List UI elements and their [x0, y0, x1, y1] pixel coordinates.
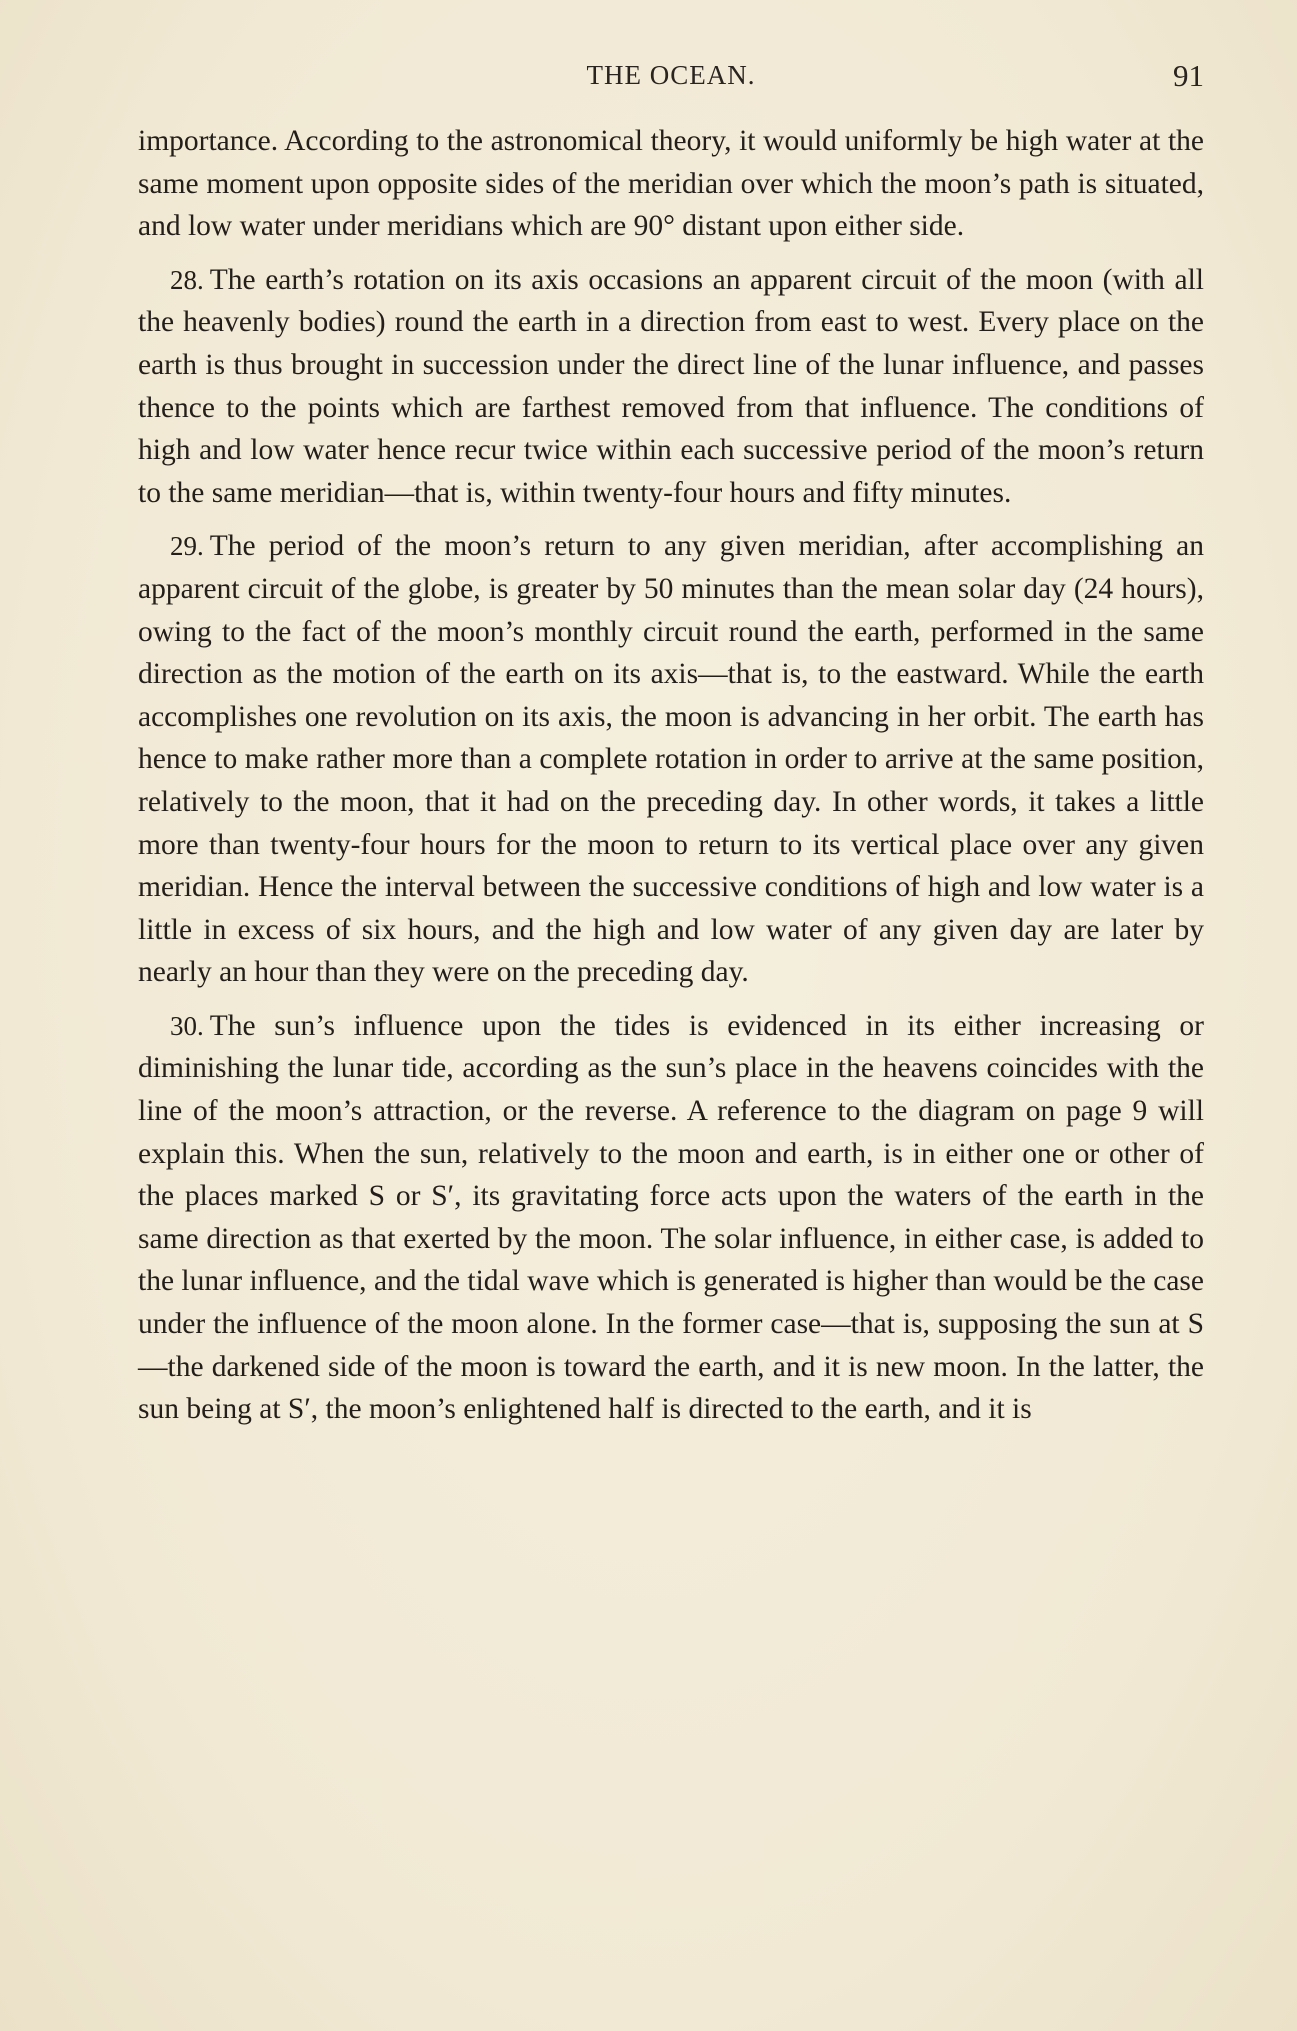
- paragraph-number: 30.: [170, 1010, 204, 1041]
- paragraph-text: importance. According to the astronomical theory, it would uniformly be high water at the same moment upon opposite sides of the meridian over which the moon’s path is situated, and low water under meridians which are 90° distant upon either side.: [138, 125, 1204, 243]
- page-header: [138, 58, 1204, 108]
- paragraph-number: 29.: [170, 531, 204, 562]
- running-head: THE OCEAN.: [586, 60, 756, 90]
- paragraph-text: The period of the moon’s return to any given meridian, after accomplishing an apparent circuit of the globe, is greater by 50 minutes than the mean solar day (24 hours), owing to the fact of the moon’s monthly circuit round the earth, performed in the same direction as the motion of the earth on its axis—that is, to the eastward. While the earth accomplishes one revolution on its axis, the moon is advancing in her orbit. The earth has hence to make rather more than a complete rotation in order to arrive at the same position, relatively to the moon, that it had on the preceding day. In other words, it takes a little more than twenty-four hours for the moon to return to its vertical place over any given meridian. Hence the interval between the successive conditions of high and low water is a little in excess of six hours, and the high and low water of any given day are later by nearly an hour than they were on the preceding day.: [138, 530, 1204, 989]
- paragraph-continuation: [138, 120, 1204, 248]
- paragraph-text: The earth’s rotation on its axis occasions an apparent circuit of the moon (with all the heavenly bodies) round the earth in a direction from east to west. Every place on the earth is thus brought in succession under the direct line of the lunar influence, and passes thence to the points which are farthest removed from that influence. The conditions of high and low water hence recur twice within each successive period of the moon’s return to the same meridian—that is, within twenty-four hours and fifty minutes.: [138, 263, 1204, 509]
- paragraph-28: [138, 259, 1204, 515]
- paragraph-text: The sun’s influence upon the tides is evidenced in its either increasing or diminishing the lunar tide, according as the sun’s place in the heavens coincides with the line of the moon’s attraction, or the reverse. A reference to the diagram on page 9 will explain this. When the sun, relatively to the moon and earth, is in either one or other of the places marked S or S′, its gravitating force acts upon the waters of the earth in the same direction as that exerted by the moon. The solar influence, in either case, is added to the lunar influence, and the tidal wave which is generated is higher than would be the case under the influence of the moon alone. In the former case—that is, supposing the sun at S—the darkened side of the moon is toward the earth, and it is new moon. In the latter, the sun being at S′, the moon’s enlightened half is directed to the earth, and it is: [138, 1009, 1204, 1426]
- page-number: 91: [1173, 58, 1204, 93]
- body-text: [138, 120, 1204, 1442]
- paragraph-29: [138, 525, 1204, 994]
- paragraph-30: [138, 1005, 1204, 1431]
- paragraph-number: 28.: [170, 264, 204, 295]
